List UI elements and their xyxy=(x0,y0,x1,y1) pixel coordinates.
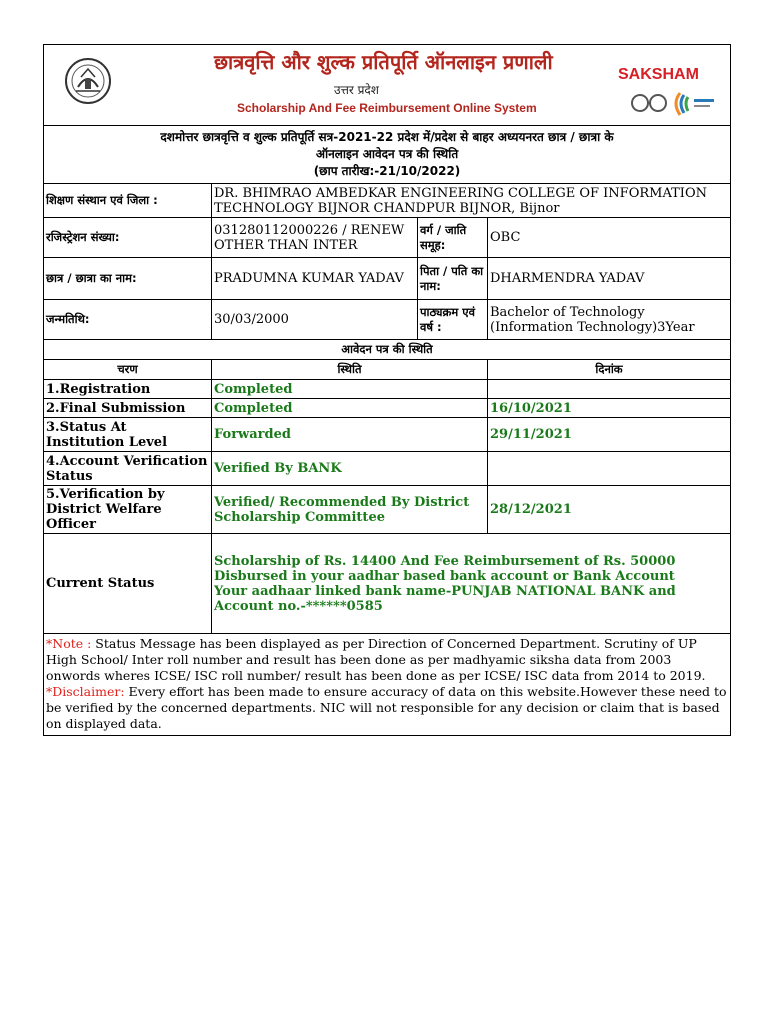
current-status-label: Current Status xyxy=(44,534,212,634)
parent-name-label: पिता / पति का नाम: xyxy=(418,258,488,300)
parent-name-value: DHARMENDRA YADAV xyxy=(488,258,731,300)
dob-value: 30/03/2000 xyxy=(212,300,418,340)
header-hindi-title: छात्रवृत्ति और शुल्क प्रतिपूर्ति ऑनलाइन प्रणाली xyxy=(214,50,553,74)
student-name-value: PRADUMNA KUMAR YADAV xyxy=(212,258,418,300)
disclaimer-text: Every effort has been made to ensure accuracy of data on this website.However these need to be verified by the concerned departments. NIC will not responsible for any decision or claim that is based on displayed data. xyxy=(46,684,727,731)
disclaimer-label: *Disclaimer: xyxy=(46,684,125,699)
institution-label: शिक्षण संस्थान एवं जिला : xyxy=(44,184,212,218)
date-cell: 28/12/2021 xyxy=(488,486,731,534)
status-cell: Verified By BANK xyxy=(212,452,488,486)
up-government-seal-icon xyxy=(64,57,112,105)
date-cell: 16/10/2021 xyxy=(488,399,731,418)
table-row xyxy=(44,380,731,399)
date-cell xyxy=(488,452,731,486)
bank-account-message: Your aadhaar linked bank name-PUNJAB NATIONAL BANK and Account no.-******0585 xyxy=(214,583,676,614)
form-title-line2: ऑनलाइन आवेदन पत्र की स्थिति xyxy=(315,147,459,161)
column-header-date: दिनांक xyxy=(488,360,731,380)
registration-value: 031280112000226 / RENEW OTHER THAN INTER xyxy=(212,218,418,258)
notes-section xyxy=(44,634,731,736)
stage-cell: 5.Verification by District Welfare Officer xyxy=(44,486,212,534)
date-cell xyxy=(488,380,731,399)
disbursement-message: Scholarship of Rs. 14400 And Fee Reimbursement of Rs. 50000 Disbursed in your aadhar based bank account or Bank Account xyxy=(214,553,676,584)
table-row xyxy=(44,452,731,486)
status-cell: Completed xyxy=(212,399,488,418)
header-banner xyxy=(44,45,731,126)
course-value: Bachelor of Technology (Information Technology)3Year xyxy=(488,300,731,340)
note-label: *Note : xyxy=(46,636,92,651)
stage-cell: 2.Final Submission xyxy=(44,399,212,418)
status-cell: Forwarded xyxy=(212,418,488,452)
table-row xyxy=(44,418,731,452)
stage-cell: 4.Account Verification Status xyxy=(44,452,212,486)
course-label: पाठ्यक्रम एवं वर्ष : xyxy=(418,300,488,340)
stage-cell: 1.Registration xyxy=(44,380,212,399)
header-english-title: Scholarship And Fee Reimbursement Online System xyxy=(237,101,537,115)
dob-label: जन्मतिथि: xyxy=(44,300,212,340)
date-cell: 29/11/2021 xyxy=(488,418,731,452)
digital-india-logo-icon xyxy=(628,87,718,121)
stage-cell: 3.Status At Institution Level xyxy=(44,418,212,452)
column-header-stage: चरण xyxy=(44,360,212,380)
application-status-table xyxy=(43,44,731,736)
note-paragraph xyxy=(46,636,728,684)
category-value: OBC xyxy=(488,218,731,258)
print-date: (छाप तारीख:-21/10/2022) xyxy=(313,164,461,178)
status-cell: Verified/ Recommended By District Scholarship Committee xyxy=(212,486,488,534)
header-state-name: उत्तर प्रदेश xyxy=(334,83,379,97)
status-cell: Completed xyxy=(212,380,488,399)
institution-value: DR. BHIMRAO AMBEDKAR ENGINEERING COLLEGE OF INFORMATION TECHNOLOGY BIJNOR CHANDPUR BIJNOR, Bijnor xyxy=(212,184,731,218)
table-row xyxy=(44,399,731,418)
disclaimer-paragraph xyxy=(46,684,728,732)
table-row xyxy=(44,486,731,534)
category-label: वर्ग / जाति समूह: xyxy=(418,218,488,258)
note-text: Status Message has been displayed as per Direction of Concerned Department. Scrutiny of UP High School/ Inter roll number and result has been done as per madhyamic siksha data from 2003 onwords wheres ICSE/ ISC roll number/ result has been done as per ICSE/ ISC data from 2014 to 2019. xyxy=(46,636,706,683)
registration-label: रजिस्ट्रेशन संख्या: xyxy=(44,218,212,258)
column-header-status: स्थिति xyxy=(212,360,488,380)
form-title-line1: दशमोत्तर छात्रवृत्ति व शुल्क प्रतिपूर्ति सत्र-2021-22 प्रदेश में/प्रदेश से बाहर अध्ययनरत छात्र / छात्रा के xyxy=(160,130,614,144)
current-status-value xyxy=(212,534,731,634)
student-name-label: छात्र / छात्रा का नाम: xyxy=(44,258,212,300)
form-title xyxy=(44,126,731,184)
status-section-heading: आवेदन पत्र की स्थिति xyxy=(44,340,731,360)
status-document xyxy=(43,44,730,736)
saksham-logo: SAKSHAM xyxy=(618,66,699,83)
